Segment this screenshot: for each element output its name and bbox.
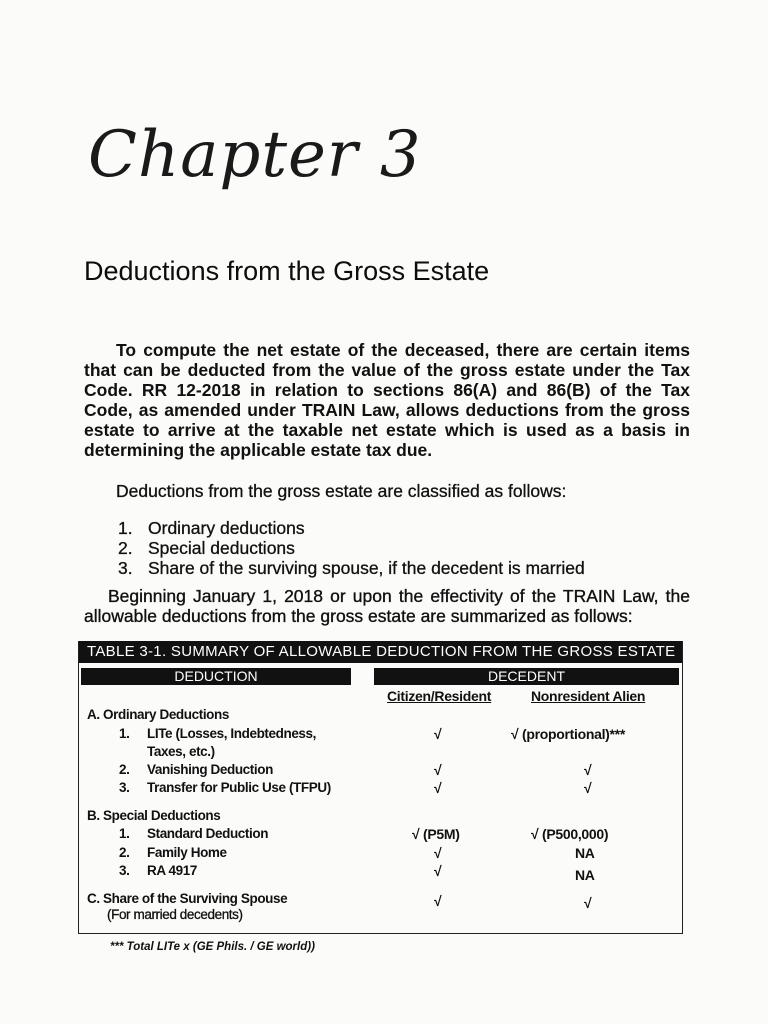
table-row: [119, 826, 268, 841]
citizen-cell: √: [434, 863, 442, 879]
row-number: 3.: [119, 863, 130, 878]
row-label: Standard Deduction: [147, 826, 269, 841]
nonresident-cell: √ (proportional)***: [511, 726, 625, 742]
table-row: [119, 845, 227, 860]
list-number: 2.: [118, 538, 133, 558]
nonresident-cell: √ (P500,000): [531, 826, 609, 842]
summary-paragraph: Beginning January 1, 2018 or upon the effectivity of the TRAIN Law, the allowable deductions from the gross estate are summarized as follows:: [84, 586, 690, 626]
list-item: [118, 558, 585, 578]
section-title: Deductions from the Gross Estate: [84, 256, 490, 286]
row-label: Transfer for Public Use (TFPU): [147, 780, 331, 795]
list-number: 3.: [118, 558, 133, 578]
list-text: Share of the surviving spouse, if the decedent is married: [148, 558, 585, 578]
list-number: 1.: [118, 518, 133, 538]
citizen-cell: √: [434, 845, 442, 861]
deduction-column-header: DEDUCTION: [81, 668, 351, 685]
citizen-cell: √: [434, 780, 442, 796]
chapter-heading: Chapter 3: [88, 118, 422, 192]
nonresident-cell: NA: [575, 867, 595, 883]
list-text: Special deductions: [148, 538, 295, 558]
nonresident-cell: √: [584, 762, 592, 778]
table-title: TABLE 3-1. SUMMARY OF ALLOWABLE DEDUCTION FROM THE GROSS ESTATE: [79, 641, 682, 663]
table-row: [119, 762, 273, 777]
table-row: [119, 863, 197, 878]
citizen-cell: √ (P5M): [412, 826, 460, 842]
list-text: Ordinary deductions: [148, 518, 305, 538]
table-row: [119, 780, 331, 795]
row-number: 1.: [119, 826, 130, 841]
row-number: 1.: [119, 726, 130, 741]
deduction-summary-table: [78, 641, 683, 934]
decedent-column-header: DECEDENT: [374, 668, 679, 685]
classification-intro: Deductions from the gross estate are classified as follows:: [116, 481, 567, 501]
section-c-note: (For married decedents): [107, 907, 243, 922]
row-label: Family Home: [147, 845, 227, 860]
citizen-resident-header: Citizen/Resident: [387, 688, 492, 704]
row-label: LITe (Losses, Indebtedness,: [147, 726, 316, 741]
table-row: [119, 726, 316, 741]
row-number: 2.: [119, 762, 130, 777]
nonresident-cell: √: [584, 780, 592, 796]
citizen-cell: √: [434, 893, 442, 909]
list-item: [118, 538, 585, 558]
row-label: RA 4917: [147, 863, 197, 878]
list-item: [118, 518, 585, 538]
intro-paragraph: To compute the net estate of the deceased, there are certain items that can be deducted from the value of the gross estate under the Tax Code. RR 12-2018 in relation to sections 86(A) and 86(B) of the Tax Code, as amended under TRAIN Law, allows deductions from the gross estate to arrive at the taxable net estate which is used as a basis in determining the applicable estate tax due.: [84, 340, 690, 460]
classification-list: [118, 518, 585, 578]
section-b-label: B. Special Deductions: [87, 808, 221, 823]
nonresident-alien-header: Nonresident Alien: [531, 688, 646, 704]
citizen-cell: √: [434, 726, 442, 742]
row-number: 3.: [119, 780, 130, 795]
row-label: Vanishing Deduction: [147, 762, 273, 777]
citizen-cell: √: [434, 762, 442, 778]
section-c-label: C. Share of the Surviving Spouse: [87, 891, 288, 906]
nonresident-cell: NA: [575, 845, 595, 861]
section-a-label: A. Ordinary Deductions: [87, 707, 229, 722]
row-number: 2.: [119, 845, 130, 860]
nonresident-cell: √: [584, 895, 592, 911]
row-label-continued: Taxes, etc.): [147, 744, 215, 759]
table-footnote: *** Total LITe x (GE Phils. / GE world)): [110, 941, 315, 953]
